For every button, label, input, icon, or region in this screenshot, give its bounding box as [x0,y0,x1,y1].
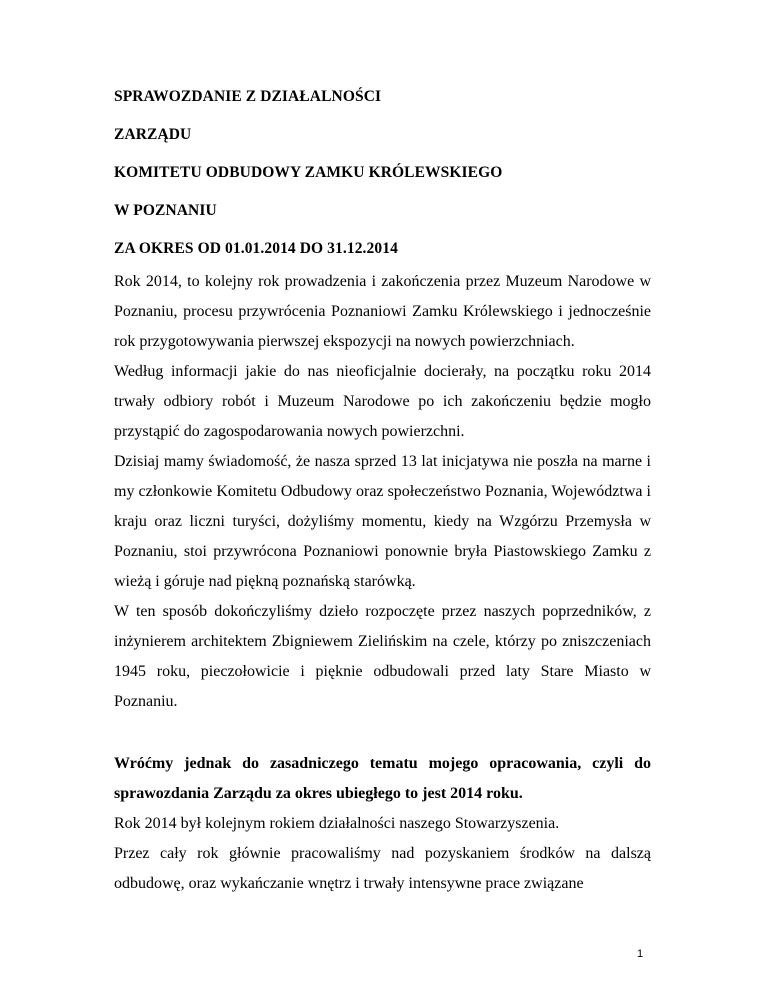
page-number: 1 [636,948,644,960]
paragraph-awareness: Dzisiaj mamy świadomość, że nasza sprzed 13 lat inicjatywa nie poszła na marne i my członkowie Komitetu Odbudowy oraz społeczeństwo Poznania, Województwa i kraju oraz liczni turyści, dożyliśmy momentu, kiedy na Wzgórzu Przemysła w Poznaniu, stoi przywrócona Poznaniowi ponownie bryła Piastowskiego Zamku z wieżą i góruje nad piękną poznańską starówką. [114,453,651,590]
heading-line-5: ZA OKRES OD 01.01.2014 DO 31.12.2014 [114,240,398,257]
paragraph-main-topic: Wróćmy jednak do zasadniczego tematu mojego opracowania, czyli do sprawozdania Zarządu za okres ubiegłego to jest 2014 roku. [114,755,651,802]
heading-line-2: ZARZĄDU [114,126,192,143]
report-body [114,267,651,899]
paragraph-predecessors: W ten sposób dokończyliśmy dzieło rozpoczęte przez naszych poprzedników, z inżynierem architektem Zbigniewem Zielińskim na czele, którzy po zniszczeniach 1945 roku, pieczołowicie i pięknie odbudowali przed laty Stare Miasto w Poznaniu. [114,603,651,710]
heading-line-4: W POZNANIU [114,202,217,219]
paragraph-acceptance: Według informacji jakie do nas nieoficjalnie docierały, na początku roku 2014 trwały odbiory robót i Muzeum Narodowe po ich zakończeniu będzie mogło przystąpić do zagospodarowania nowych powierzchni. [114,363,651,440]
paragraph-year-summary: Rok 2014 był kolejnym rokiem działalności naszego Stowarzyszenia. [114,815,560,832]
heading-line-1: SPRAWOZDANIE Z DZIAŁALNOŚCI [114,88,382,105]
paragraph-funding-work: Przez cały rok głównie pracowaliśmy nad pozyskaniem środków na dalszą odbudowę, oraz wykańczanie wnętrz i trwały intensywne prace związane [114,845,651,892]
heading-line-3: KOMITETU ODBUDOWY ZAMKU KRÓLEWSKIEGO [114,164,503,181]
report-heading [114,84,674,274]
paragraph-intro: Rok 2014, to kolejny rok prowadzenia i zakończenia przez Muzeum Narodowe w Poznaniu, procesu przywrócenia Poznaniowi Zamku Królewskiego i jednocześnie rok przygotowywania pierwszej ekspozycji na nowych powierzchniach. [114,273,651,350]
paragraph-gap [114,717,651,749]
